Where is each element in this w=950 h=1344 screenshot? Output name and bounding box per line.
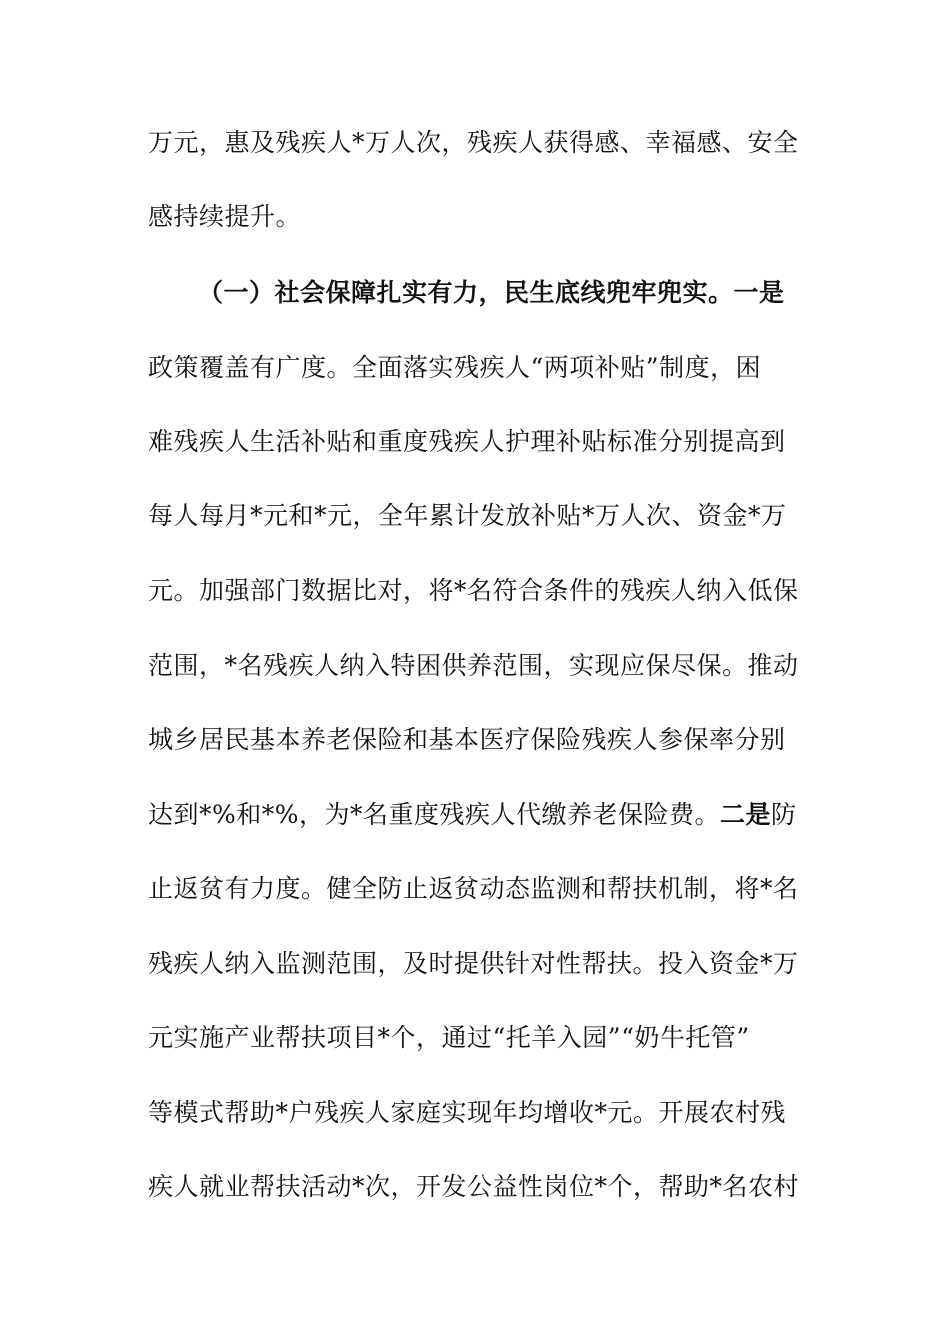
line-text: 元。加强部门数据比对，将*名符合条件的残疾人纳入低保 bbox=[148, 576, 799, 605]
section-heading: （一）社会保障扎实有力，民生底线兜牢兜实。 bbox=[198, 278, 734, 307]
paragraph-line bbox=[148, 1018, 808, 1058]
line-text: 防 bbox=[771, 800, 797, 829]
paragraph-line bbox=[148, 422, 808, 462]
paragraph-line bbox=[148, 720, 808, 760]
line-text: 感持续提升。 bbox=[148, 202, 302, 231]
paragraph-line bbox=[148, 1093, 808, 1133]
line-text: 每人每月*元和*元，全年累计发放补贴*万人次、资金*万 bbox=[148, 501, 787, 530]
line-text: 止返贫有力度。健全防止返贫动态监测和帮扶机制，将*名 bbox=[148, 874, 799, 903]
paragraph-line bbox=[148, 571, 808, 611]
paragraph-line bbox=[148, 1167, 808, 1207]
paragraph-line bbox=[148, 795, 808, 835]
lead-marker: 二是 bbox=[720, 800, 772, 829]
line-text: 城乡居民基本养老保险和基本医疗保险残疾人参保率分别 bbox=[148, 725, 786, 754]
line-text: 达到*%和*%，为*名重度残疾人代缴养老保险费。 bbox=[148, 800, 721, 829]
paragraph-line bbox=[148, 348, 808, 388]
paragraph-line bbox=[148, 197, 808, 237]
line-text: 疾人就业帮扶活动*次，开发公益性岗位*个，帮助*名农村 bbox=[148, 1172, 800, 1201]
paragraph-line bbox=[148, 869, 808, 909]
lead-marker: 一是 bbox=[733, 278, 785, 307]
paragraph-line bbox=[148, 123, 808, 163]
line-text: 政策覆盖有广度。全面落实残疾人“两项补贴”制度，困 bbox=[148, 353, 762, 382]
line-text: 等模式帮助*户残疾人家庭实现年均增收*元。开展农村残 bbox=[148, 1098, 787, 1127]
section-heading-line bbox=[198, 273, 808, 313]
paragraph-line bbox=[148, 646, 808, 686]
line-text: 难残疾人生活补贴和重度残疾人护理补贴标准分别提高到 bbox=[148, 427, 786, 456]
line-text: 元实施产业帮扶项目*个，通过“托羊入园”“奶牛托管” bbox=[148, 1023, 750, 1052]
line-text: 残疾人纳入监测范围，及时提供针对性帮扶。投入资金*万 bbox=[148, 949, 799, 978]
paragraph-line bbox=[148, 496, 808, 536]
line-text: 范围，*名残疾人纳入特困供养范围，实现应保尽保。推动 bbox=[148, 651, 799, 680]
line-text: 万元，惠及残疾人*万人次，残疾人获得感、幸福感、安全 bbox=[148, 128, 799, 157]
paragraph-line bbox=[148, 944, 808, 984]
